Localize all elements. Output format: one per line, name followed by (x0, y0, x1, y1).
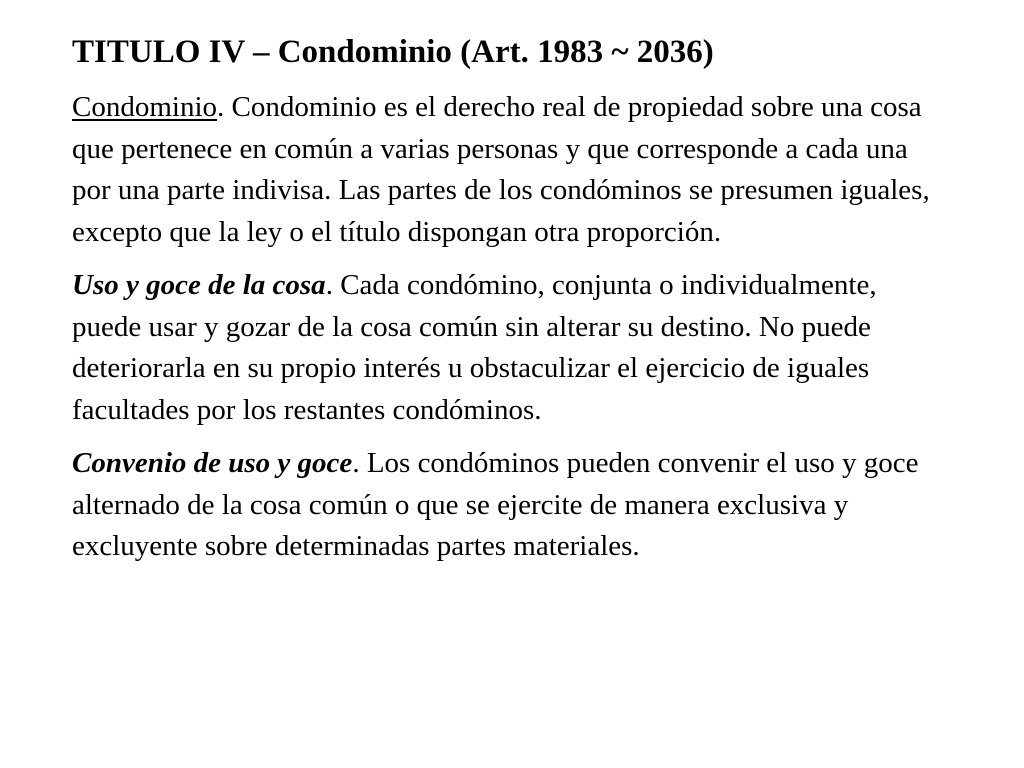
paragraph-body: Los condóminos pueden convenir el uso y goce alternado de la cosa común o que se ejercite de manera exclusiva y excluyente sobre determinadas partes materiales. (72, 447, 919, 562)
slide-title: TITULO IV – Condominio (Art. 1983 ~ 2036) (72, 34, 714, 70)
paragraph-convenio (72, 443, 952, 568)
term-separator: . (325, 269, 341, 301)
term-separator: . (217, 91, 232, 123)
paragraph-body: Cada condómino, conjunta o individualmente, puede usar y gozar de la cosa común sin alterar su destino. No puede deteriorarla en su propio interés u obstaculizar el ejercicio de iguales facultades por los restantes condóminos. (72, 269, 877, 426)
paragraph-uso-y-goce (72, 265, 952, 431)
term-condominio: Condominio (72, 91, 218, 123)
paragraph-condominio (72, 87, 952, 253)
term-convenio: Convenio de uso y goce (72, 447, 353, 479)
term-uso-y-goce: Uso y goce de la cosa (72, 269, 326, 301)
slide-content (72, 26, 952, 568)
term-separator: . (352, 447, 367, 479)
paragraph-body: Condominio es el derecho real de propiedad sobre una cosa que pertenece en común a varias personas y que corresponde a cada una por una parte indivisa. Las partes de los condóminos se presumen iguales, excepto que la ley o el título dispongan otra proporción. (72, 91, 930, 248)
